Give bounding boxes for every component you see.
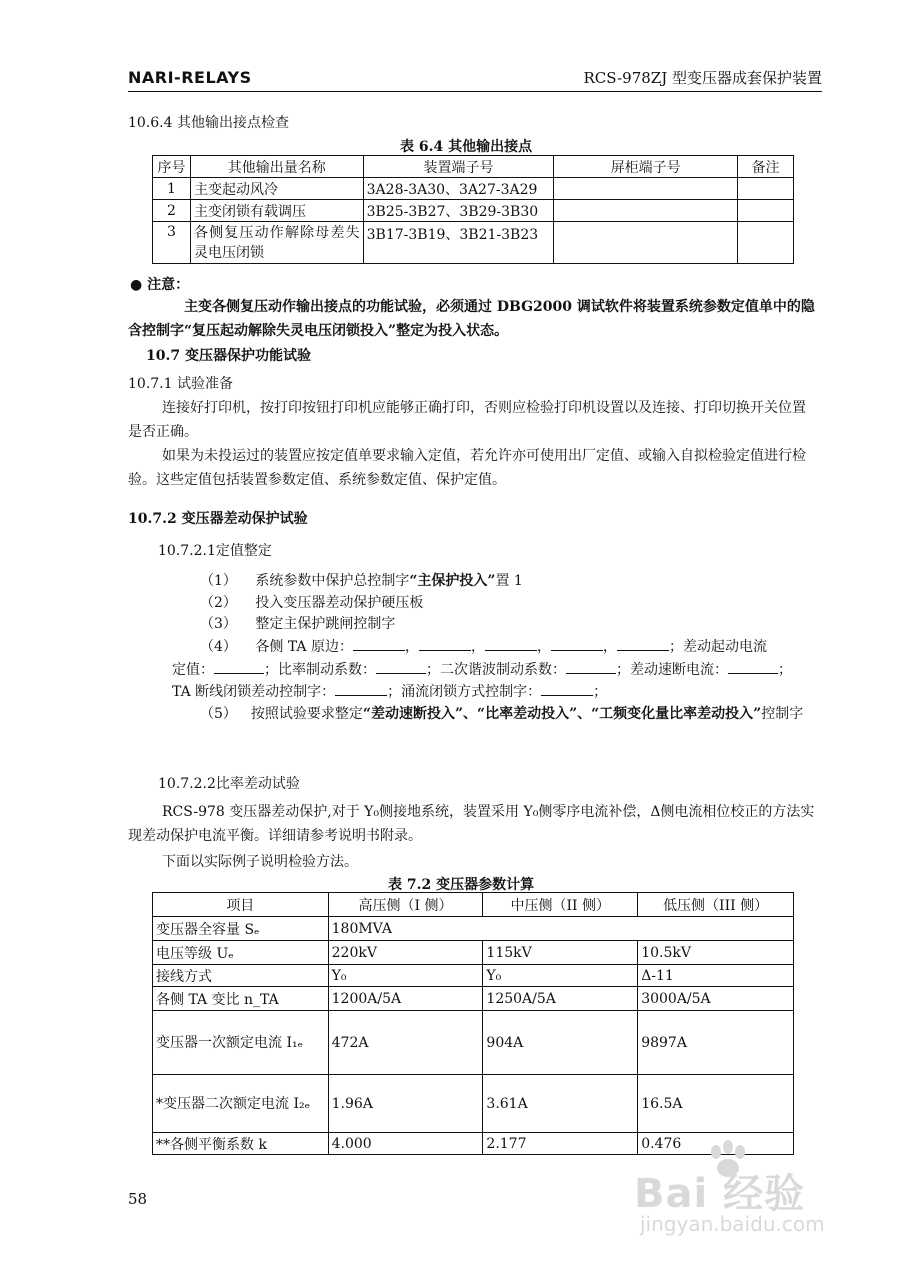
cell-lv: 3000A/5A xyxy=(638,987,794,1011)
item-number: （4） xyxy=(200,639,237,655)
cell-mv: Y₀ xyxy=(483,965,638,987)
paragraph-example: 下面以实际例子说明检验方法。 xyxy=(162,854,358,870)
item-text: 整定主保护跳闸控制字 xyxy=(255,616,396,632)
section-10-7-1-heading: 10.7.1 试验准备 xyxy=(128,376,233,392)
cell-name: 主变起动风冷 xyxy=(190,178,363,200)
cell-remark xyxy=(738,200,794,222)
cell-lv: 10.5kV xyxy=(638,941,794,965)
item-4-line-2 xyxy=(172,659,792,679)
blank-field[interactable] xyxy=(551,650,603,651)
item-text: 定值： xyxy=(172,662,214,678)
cell-item: *变压器二次额定电流 I₂ₑ xyxy=(153,1075,329,1133)
item-text: 各侧 TA 原边： xyxy=(255,639,353,655)
cell-lv: 16.5A xyxy=(638,1075,794,1133)
item-text: ；涌流闭锁方式控制字： xyxy=(387,684,542,700)
cell-hv: 1.96A xyxy=(328,1075,483,1133)
item-text: ；二次谐波制动系数： xyxy=(426,662,566,678)
blank-field[interactable] xyxy=(419,650,471,651)
cell-remark xyxy=(738,222,794,264)
table-row xyxy=(153,1075,794,1133)
table-row xyxy=(153,178,794,200)
blank-field[interactable] xyxy=(376,673,426,674)
cell-hv: 4.000 xyxy=(328,1133,483,1155)
item-1 xyxy=(200,570,523,590)
item-text: 投入变压器差动保护硬压板 xyxy=(255,595,424,611)
blank-field[interactable] xyxy=(335,695,387,696)
cell-name: 各侧复压动作解除母差失灵电压闭锁 xyxy=(190,222,363,264)
item-number: （5） xyxy=(200,706,237,722)
table-row xyxy=(153,200,794,222)
cell-hv: 472A xyxy=(328,1011,483,1075)
item-text: 按照试验要求整定 xyxy=(250,706,363,722)
cell-hv: 180MVA xyxy=(328,917,793,941)
header-brand: NARI-RELAYS xyxy=(128,68,252,87)
item-4-line-1: （4） 各侧 TA 原边： ， ， ， ， ；差动起动电流 xyxy=(200,639,767,655)
item-text: TA 断线闭锁差动控制字： xyxy=(172,684,336,700)
paragraph-differential: RCS-978 变压器差动保护,对于 Y₀侧接地系统，装置采用 Y₀侧零序电流补偿，Δ侧电流相位校正的方法实现差动保护电流平衡。详细请参考说明书附录。 xyxy=(128,804,815,844)
page-number: 58 xyxy=(128,1190,148,1208)
item-4-line-3 xyxy=(172,681,607,701)
cell-item: 电压等级 Uₑ xyxy=(153,941,329,965)
item-number: （2） xyxy=(200,595,237,611)
cell-mv: 115kV xyxy=(483,941,638,965)
item-3 xyxy=(200,613,395,633)
item-number: （3） xyxy=(200,616,237,632)
subsection-10-7-2-1: 10.7.2.1定值整定 xyxy=(158,543,272,559)
item-text: 控制字 xyxy=(761,706,804,722)
cell-mv: 3.61A xyxy=(483,1075,638,1133)
item-text: ；差动速断电流： xyxy=(616,662,728,678)
blank-field[interactable] xyxy=(566,673,616,674)
cell-lv: Δ-11 xyxy=(638,965,794,987)
table-row xyxy=(153,987,794,1011)
col-header: 低压侧（III 侧） xyxy=(638,893,794,917)
watermark-url: jingyan.baidu.com xyxy=(640,1212,825,1236)
table-row xyxy=(153,1011,794,1075)
cell-terminal: 3A28-3A30、3A27-3A29 xyxy=(363,178,554,200)
cell-item: **各侧平衡系数 k xyxy=(153,1133,329,1155)
table-6-4-caption: 表 6.4 其他输出接点 xyxy=(400,139,533,155)
cell-mv: 1250A/5A xyxy=(483,987,638,1011)
section-10-6-4-heading: 10.6.4 其他输出接点检查 xyxy=(128,115,289,131)
section-10-7-heading: 10.7 变压器保护功能试验 xyxy=(146,348,311,364)
cell-remark xyxy=(738,178,794,200)
cell-hv: Y₀ xyxy=(328,965,483,987)
cell-mv: 904A xyxy=(483,1011,638,1075)
table-row xyxy=(153,941,794,965)
item-number: （1） xyxy=(200,573,237,589)
paragraph-printer: 连接好打印机，按打印按钮打印机应能够正确打印，否则应检验打印机设置以及连接、打印切换开关位置是否正确。 xyxy=(128,400,806,440)
cell-hv: 1200A/5A xyxy=(328,987,483,1011)
paragraph-settings: 如果为未投运过的装置应按定值单要求输入定值，若允许亦可使用出厂定值、或输入自拟检验定值进行检验。这些定值包括装置参数定值、系统参数定值、保护定值。 xyxy=(128,448,806,488)
blank-field[interactable] xyxy=(617,650,669,651)
table-7-2 xyxy=(152,892,794,1155)
cell-no: 3 xyxy=(153,222,191,264)
header-doc-title: RCS-978ZJ 型变压器成套保护装置 xyxy=(583,69,822,87)
blank-field[interactable] xyxy=(353,650,405,651)
col-header: 高压侧（I 侧） xyxy=(328,893,483,917)
item-text: 置 1 xyxy=(495,573,523,589)
blank-field[interactable] xyxy=(541,695,593,696)
cell-cabinet xyxy=(554,222,738,264)
cell-terminal: 3B17-3B19、3B21-3B23 xyxy=(363,222,554,264)
item-text: ； xyxy=(593,684,608,700)
subsection-10-7-2-2: 10.7.2.2比率差动试验 xyxy=(158,776,300,792)
cell-lv: 0.476 xyxy=(638,1133,794,1155)
cell-lv: 9897A xyxy=(638,1011,794,1075)
item-text: ；差动起动电流 xyxy=(668,639,767,655)
item-text: ； xyxy=(778,662,792,678)
cell-cabinet xyxy=(554,178,738,200)
cell-hv: 220kV xyxy=(328,941,483,965)
section-10-7-2-heading: 10.7.2 变压器差动保护试验 xyxy=(128,511,308,527)
bullet-icon: ● xyxy=(130,277,143,293)
cell-terminal: 3B25-3B27、3B29-3B30 xyxy=(363,200,554,222)
header-rule xyxy=(128,91,822,92)
table-7-2-caption: 表 7.2 变压器参数计算 xyxy=(388,877,535,893)
blank-field[interactable] xyxy=(485,650,537,651)
cell-no: 2 xyxy=(153,200,191,222)
item-2 xyxy=(200,592,423,612)
watermark xyxy=(634,1140,864,1250)
item-text: 系统参数中保护总控制字 xyxy=(255,573,410,589)
blank-field[interactable] xyxy=(728,673,778,674)
item-text: ；比率制动系数： xyxy=(264,662,376,678)
cell-item: 变压器一次额定电流 I₁ₑ xyxy=(153,1011,329,1075)
col-header: 备注 xyxy=(738,156,794,178)
item-bold: “差动速断投入”、“比率差动投入”、“工频变化量比率差动投入” xyxy=(362,706,762,722)
col-header: 其他输出量名称 xyxy=(190,156,363,178)
item-5 xyxy=(172,703,820,725)
cell-name: 主变闭锁有载调压 xyxy=(190,200,363,222)
table-row xyxy=(153,917,794,941)
table-row xyxy=(153,965,794,987)
note-label-text: 注意： xyxy=(147,277,190,293)
cell-mv: 2.177 xyxy=(483,1133,638,1155)
col-header: 装置端子号 xyxy=(363,156,554,178)
cell-no: 1 xyxy=(153,178,191,200)
cell-cabinet xyxy=(554,200,738,222)
note-label xyxy=(130,274,189,294)
cell-item: 接线方式 xyxy=(153,965,329,987)
note-text: 主变各侧复压动作输出接点的功能试验，必须通过 DBG2000 调试软件将装置系统参数定值单中的隐含控制字“复压起动解除失灵电压闭锁投入”整定为投入状态。 xyxy=(128,299,815,339)
col-header: 屏柜端子号 xyxy=(554,156,738,178)
cell-item: 各侧 TA 变比 n_TA xyxy=(153,987,329,1011)
watermark-brand: Bai 经验 xyxy=(634,1171,806,1217)
item-bold: “主保护投入” xyxy=(409,573,496,589)
col-header: 中压侧（II 侧） xyxy=(483,893,638,917)
col-header: 序号 xyxy=(153,156,191,178)
table-6-4 xyxy=(152,155,794,264)
col-header: 项目 xyxy=(153,893,329,917)
blank-field[interactable] xyxy=(214,673,264,674)
table-row xyxy=(153,222,794,264)
cell-item: 变压器全容量 Sₑ xyxy=(153,917,329,941)
